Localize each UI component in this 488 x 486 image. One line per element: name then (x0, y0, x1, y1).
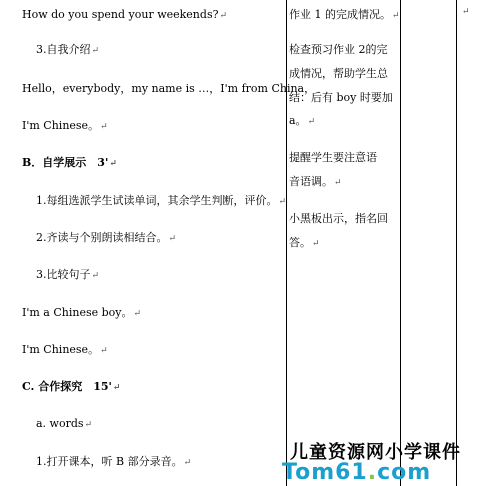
paragraph-mark-icon: ↵ (219, 11, 228, 21)
text-line: 1.每组选派学生试读单词，其余学生判断，评价。↵ (36, 194, 287, 207)
text-line: Hello，everybody，my name is …，I'm from China， (22, 82, 316, 95)
paragraph-mark-icon: ↵ (392, 11, 400, 21)
text-line: I'm Chinese。↵ (22, 343, 108, 356)
note-line: 提醒学生要注意语 (289, 151, 377, 164)
paragraph-mark-icon: ↵ (312, 239, 320, 249)
column-divider (400, 0, 401, 486)
text-line: 2.齐读与个别朗读相结合。↵ (36, 231, 177, 244)
text-line: I'm Chinese。↵ (22, 119, 108, 132)
paragraph-mark-icon: ↵ (91, 271, 100, 281)
end-of-row-mark-icon: ↵ (462, 7, 470, 17)
paragraph-mark-icon: ↵ (183, 458, 192, 468)
note-line: 音语调。↵ (289, 175, 342, 188)
paragraph-mark-icon: ↵ (100, 122, 108, 132)
text-line: 1.打开课本，听 B 部分录音。↵ (36, 455, 192, 468)
site-watermark (280, 438, 486, 486)
column-divider (286, 0, 287, 486)
paragraph-mark-icon: ↵ (100, 346, 108, 356)
text-line: 3.自我介绍↵ (36, 43, 100, 56)
paragraph-mark-icon: ↵ (168, 234, 177, 244)
paragraph-mark-icon: ↵ (278, 197, 287, 207)
section-heading: C. 合作探究 15'↵ (22, 380, 121, 393)
paragraph-mark-icon: ↵ (112, 383, 121, 393)
paragraph-mark-icon: ↵ (133, 309, 142, 319)
paragraph-mark-icon: ↵ (334, 178, 342, 188)
section-heading: B．自学展示 3'↵ (22, 156, 117, 169)
text-line: a. words↵ (36, 417, 93, 430)
paragraph-mark-icon: ↵ (91, 46, 100, 56)
watermark-line1: 儿童资源网小学课件 (290, 442, 461, 463)
note-line: 作业 1 的完成情况。↵ (289, 8, 400, 21)
note-line: 小黑板出示，指名回 (289, 212, 388, 225)
note-line: 答。↵ (289, 236, 320, 249)
paragraph-mark-icon: ↵ (109, 159, 117, 169)
paragraph-mark-icon: ↵ (84, 420, 93, 430)
note-line: a。↵ (289, 114, 316, 127)
watermark-line2: Tom61.com (282, 460, 432, 485)
text-line: I'm a Chinese boy。↵ (22, 306, 142, 319)
note-line: 成情况，帮助学生总 (289, 67, 388, 80)
column-divider (456, 0, 457, 486)
text-line: How do you spend your weekends?↵ (22, 8, 228, 21)
paragraph-mark-icon: ↵ (307, 117, 316, 127)
note-line: 检查预习作业 2的完 (289, 43, 388, 56)
text-line: 3.比较句子↵ (36, 268, 100, 281)
note-line: 结：后有 boy 时要加 (289, 91, 393, 104)
